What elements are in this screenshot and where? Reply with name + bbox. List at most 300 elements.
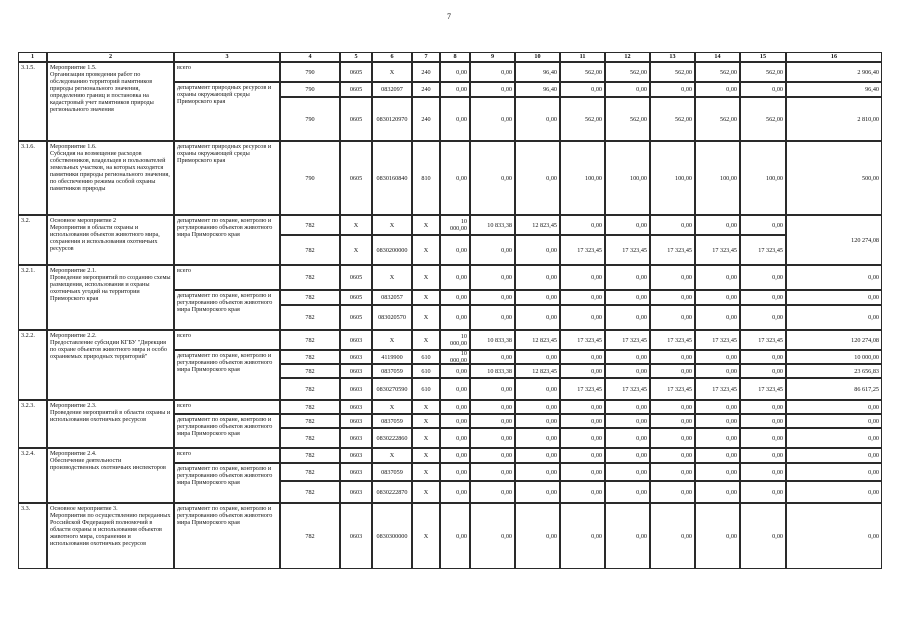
value-cell-c11: 0,00 [560, 305, 605, 330]
value-cell-c11: 100,00 [560, 141, 605, 215]
value-cell-c10: 12 823,45 [515, 364, 560, 378]
value-cell-c11: 0,00 [560, 82, 605, 97]
value-cell-c14: 0,00 [695, 503, 740, 569]
value-cell-c7: X [412, 330, 440, 350]
row-id: 3.2.2. [18, 330, 47, 400]
value-cell-c4: 782 [280, 364, 340, 378]
value-cell-c4: 782 [280, 428, 340, 448]
value-cell-c9: 0,00 [470, 82, 515, 97]
value-cell-c11: 0,00 [560, 290, 605, 305]
value-cell-c10: 0,00 [515, 235, 560, 265]
value-cell-c12: 0,00 [605, 448, 650, 463]
value-cell-c11: 0,00 [560, 364, 605, 378]
value-cell-c9: 0,00 [470, 428, 515, 448]
value-cell-c11: 0,00 [560, 414, 605, 428]
value-cell-c6: 0830300000 [372, 503, 412, 569]
executor-cell: всего [174, 330, 280, 350]
activity-name: Мероприятие 2.2. Предоставление субсидии КГБУ "Дирекция по охране объектов животного мира и особо охраняемых природных территорий" [47, 330, 174, 400]
row-id: 3.1.5. [18, 62, 47, 141]
column-header-10: 10 [515, 52, 560, 62]
value-cell-c4: 782 [280, 448, 340, 463]
value-cell-c5: 0603 [340, 414, 372, 428]
value-cell-c16: 0,00 [786, 305, 882, 330]
value-cell-c7: X [412, 305, 440, 330]
value-cell-c6: X [372, 448, 412, 463]
value-cell-c9: 10 833,38 [470, 215, 515, 235]
executor-cell: департамент по охране, контролю и регулированию объектов животного мира Приморского края [174, 215, 280, 265]
column-header-9: 9 [470, 52, 515, 62]
value-cell-c4: 782 [280, 463, 340, 481]
value-cell-c6: X [372, 215, 412, 235]
activity-name: Мероприятие 2.4. Обеспечение деятельности производственных охотничьих инспекторов [47, 448, 174, 503]
value-cell-c5: 0603 [340, 503, 372, 569]
value-cell-c6: X [372, 330, 412, 350]
value-cell-c5: X [340, 215, 372, 235]
executor-cell: департамент по охране, контролю и регулированию объектов животного мира Приморского края [174, 290, 280, 330]
value-cell-c16: 0,00 [786, 448, 882, 463]
value-cell-c15: 17 323,45 [740, 235, 786, 265]
value-cell-c16: 10 000,00 [786, 350, 882, 364]
value-cell-c5: 0603 [340, 481, 372, 503]
value-cell-c9: 0,00 [470, 463, 515, 481]
value-cell-c16: 120 274,08 [786, 330, 882, 350]
value-cell-c8: 0,00 [440, 97, 470, 141]
value-cell-c11: 562,00 [560, 97, 605, 141]
value-cell-c8: 0,00 [440, 141, 470, 215]
value-cell-c4: 782 [280, 350, 340, 364]
value-cell-c15: 0,00 [740, 481, 786, 503]
value-cell-c6: 0832057 [372, 290, 412, 305]
value-cell-c13: 0,00 [650, 364, 695, 378]
value-cell-c14: 0,00 [695, 290, 740, 305]
value-cell-c16: 0,00 [786, 414, 882, 428]
value-cell-c13: 17 323,45 [650, 330, 695, 350]
column-header-16: 16 [786, 52, 882, 62]
activity-name: Основное мероприятие 2 Мероприятия в области охраны и использования объектов животного мира, сохранения и использования охотничьих ресурсов [47, 215, 174, 265]
executor-cell: департамент по охране, контролю и регулированию объектов животного мира Приморского края [174, 503, 280, 569]
value-cell-c15: 0,00 [740, 463, 786, 481]
value-cell-c4: 782 [280, 378, 340, 400]
executor-cell: департамент по охране, контролю и регулированию объектов животного мира Приморского края [174, 463, 280, 503]
value-cell-c8: 0,00 [440, 364, 470, 378]
column-header-6: 6 [372, 52, 412, 62]
value-cell-c10: 0,00 [515, 265, 560, 290]
value-cell-c14: 0,00 [695, 350, 740, 364]
value-cell-c7: 610 [412, 378, 440, 400]
value-cell-c11: 0,00 [560, 265, 605, 290]
value-cell-c10: 0,00 [515, 503, 560, 569]
value-cell-c11: 0,00 [560, 400, 605, 414]
value-cell-c12: 0,00 [605, 305, 650, 330]
value-cell-c15: 17 323,45 [740, 378, 786, 400]
value-cell-c8: 0,00 [440, 448, 470, 463]
value-cell-c5: 0605 [340, 290, 372, 305]
value-cell-c16: 0,00 [786, 463, 882, 481]
value-cell-c4: 790 [280, 62, 340, 82]
value-cell-c14: 0,00 [695, 215, 740, 235]
activity-name: Основное мероприятие 3. Мероприятия по осуществлению переданных Российской Федерацией полномочий в области охраны и использования объектов животного мира, сохранения и использования охотничьих ресурсов [47, 503, 174, 569]
executor-cell: всего [174, 265, 280, 290]
column-header-12: 12 [605, 52, 650, 62]
value-cell-c4: 782 [280, 305, 340, 330]
value-cell-c14: 0,00 [695, 265, 740, 290]
value-cell-c8: 0,00 [440, 400, 470, 414]
column-header-13: 13 [650, 52, 695, 62]
value-cell-c8: 0,00 [440, 235, 470, 265]
value-cell-c4: 782 [280, 400, 340, 414]
value-cell-c10: 0,00 [515, 305, 560, 330]
value-cell-c11: 0,00 [560, 481, 605, 503]
value-cell-c11: 0,00 [560, 215, 605, 235]
value-cell-c11: 0,00 [560, 503, 605, 569]
column-header-7: 7 [412, 52, 440, 62]
value-cell-c16: 2 810,00 [786, 97, 882, 141]
value-cell-c14: 100,00 [695, 141, 740, 215]
value-cell-c12: 0,00 [605, 290, 650, 305]
value-cell-c4: 782 [280, 235, 340, 265]
value-cell-c6: X [372, 62, 412, 82]
value-cell-c9: 0,00 [470, 290, 515, 305]
value-cell-c11: 0,00 [560, 428, 605, 448]
value-cell-c7: X [412, 290, 440, 305]
value-cell-c8: 0,00 [440, 265, 470, 290]
value-cell-c8: 0,00 [440, 428, 470, 448]
value-cell-c5: 0603 [340, 330, 372, 350]
value-cell-c7: X [412, 481, 440, 503]
value-cell-c13: 0,00 [650, 215, 695, 235]
column-header-8: 8 [440, 52, 470, 62]
value-cell-c16: 0,00 [786, 400, 882, 414]
value-cell-c16: 0,00 [786, 428, 882, 448]
value-cell-c7: 240 [412, 62, 440, 82]
value-cell-c12: 0,00 [605, 481, 650, 503]
value-cell-c4: 782 [280, 503, 340, 569]
value-cell-c5: 0603 [340, 400, 372, 414]
value-cell-c14: 0,00 [695, 428, 740, 448]
value-cell-c6: 0830222860 [372, 428, 412, 448]
executor-cell: всего [174, 448, 280, 463]
value-cell-c10: 0,00 [515, 463, 560, 481]
value-cell-c10: 12 823,45 [515, 215, 560, 235]
value-cell-c9: 0,00 [470, 97, 515, 141]
value-cell-c9: 0,00 [470, 448, 515, 463]
value-cell-c9: 0,00 [470, 414, 515, 428]
value-cell-c14: 562,00 [695, 97, 740, 141]
row-id: 3.2.1. [18, 265, 47, 330]
value-cell-c7: X [412, 503, 440, 569]
value-cell-c12: 562,00 [605, 97, 650, 141]
value-cell-c15: 0,00 [740, 215, 786, 235]
value-cell-c6: 0837059 [372, 463, 412, 481]
value-cell-c8: 0,00 [440, 62, 470, 82]
value-cell-c14: 0,00 [695, 82, 740, 97]
value-cell-c9: 10 833,38 [470, 364, 515, 378]
value-cell-c16: 500,00 [786, 141, 882, 215]
column-header-1: 1 [18, 52, 47, 62]
value-cell-c13: 0,00 [650, 463, 695, 481]
value-cell-c12: 0,00 [605, 414, 650, 428]
value-cell-c9: 0,00 [470, 503, 515, 569]
value-cell-c9: 0,00 [470, 378, 515, 400]
row-id: 3.3. [18, 503, 47, 569]
value-cell-c11: 17 323,45 [560, 378, 605, 400]
value-cell-c14: 562,00 [695, 62, 740, 82]
column-header-11: 11 [560, 52, 605, 62]
executor-cell: всего [174, 400, 280, 414]
value-cell-c4: 790 [280, 82, 340, 97]
value-cell-c7: 240 [412, 97, 440, 141]
value-cell-c4: 782 [280, 265, 340, 290]
value-cell-c4: 782 [280, 290, 340, 305]
value-cell-c11: 17 323,45 [560, 235, 605, 265]
value-cell-c14: 0,00 [695, 463, 740, 481]
value-cell-c7: X [412, 265, 440, 290]
value-cell-c13: 562,00 [650, 62, 695, 82]
value-cell-c14: 0,00 [695, 481, 740, 503]
value-cell-c6: 0830270590 [372, 378, 412, 400]
value-cell-c5: 0603 [340, 463, 372, 481]
value-cell-c8: 10 000,00 [440, 330, 470, 350]
value-cell-c4: 790 [280, 97, 340, 141]
value-cell-c12: 0,00 [605, 364, 650, 378]
value-cell-c12: 0,00 [605, 350, 650, 364]
column-header-4: 4 [280, 52, 340, 62]
value-cell-c6: 0837059 [372, 364, 412, 378]
value-cell-c9: 0,00 [470, 141, 515, 215]
value-cell-c13: 0,00 [650, 350, 695, 364]
executor-cell: департамент природных ресурсов и охраны окружающей среды Приморского края [174, 141, 280, 215]
value-cell-c10: 0,00 [515, 97, 560, 141]
value-cell-c9: 0,00 [470, 481, 515, 503]
value-cell-c13: 0,00 [650, 414, 695, 428]
value-cell-c13: 0,00 [650, 290, 695, 305]
value-cell-c12: 0,00 [605, 82, 650, 97]
value-cell-c8: 0,00 [440, 414, 470, 428]
value-cell-c12: 17 323,45 [605, 378, 650, 400]
value-cell-c6: 0837059 [372, 414, 412, 428]
value-cell-c16: 23 656,83 [786, 364, 882, 378]
executor-cell: департамент природных ресурсов и охраны окружающей среды Приморского края [174, 82, 280, 141]
value-cell-c16: 0,00 [786, 290, 882, 305]
value-cell-c15: 0,00 [740, 400, 786, 414]
value-cell-c12: 0,00 [605, 428, 650, 448]
activity-name: Мероприятие 1.6. Субсидия на возмещение расходов собственников, владельцев и пользователей земельных участков, на которых находятся памятники природы регионального значения, по обеспечению режима особой охраны памятников природы [47, 141, 174, 215]
value-cell-c6: 083020570 [372, 305, 412, 330]
value-cell-c15: 0,00 [740, 350, 786, 364]
value-cell-c11: 562,00 [560, 62, 605, 82]
value-cell-c12: 0,00 [605, 463, 650, 481]
value-cell-c16: 0,00 [786, 503, 882, 569]
value-cell-c7: 610 [412, 364, 440, 378]
value-cell-c5: 0605 [340, 305, 372, 330]
executor-cell: департамент по охране, контролю и регулированию объектов животного мира Приморского края [174, 414, 280, 448]
value-cell-c9: 10 833,38 [470, 330, 515, 350]
value-cell-c13: 17 323,45 [650, 378, 695, 400]
value-cell-c6: 0830120970 [372, 97, 412, 141]
value-cell-c5: 0603 [340, 428, 372, 448]
value-cell-c9: 0,00 [470, 350, 515, 364]
value-cell-c7: 240 [412, 82, 440, 97]
value-cell-c15: 0,00 [740, 414, 786, 428]
value-cell-c10: 0,00 [515, 378, 560, 400]
row-id: 3.2.3. [18, 400, 47, 448]
value-cell-c10: 96,40 [515, 82, 560, 97]
value-cell-c7: X [412, 414, 440, 428]
value-cell-c7: X [412, 400, 440, 414]
value-cell-c9: 0,00 [470, 62, 515, 82]
column-header-2: 2 [47, 52, 174, 62]
value-cell-c9: 0,00 [470, 235, 515, 265]
value-cell-c9: 0,00 [470, 265, 515, 290]
value-cell-c8: 0,00 [440, 305, 470, 330]
value-cell-c7: X [412, 463, 440, 481]
value-cell-c16: 2 906,40 [786, 62, 882, 82]
value-cell-c12: 0,00 [605, 503, 650, 569]
value-cell-c10: 0,00 [515, 414, 560, 428]
value-cell-c12: 17 323,45 [605, 330, 650, 350]
value-cell-c13: 0,00 [650, 481, 695, 503]
value-cell-c4: 790 [280, 141, 340, 215]
value-cell-c5: 0605 [340, 141, 372, 215]
value-cell-c16: 86 617,25 [786, 378, 882, 400]
value-cell-c10: 0,00 [515, 400, 560, 414]
value-cell-c12: 0,00 [605, 400, 650, 414]
value-cell-c12: 562,00 [605, 62, 650, 82]
value-cell-c10: 0,00 [515, 428, 560, 448]
value-cell-c7: 610 [412, 350, 440, 364]
value-cell-c11: 0,00 [560, 350, 605, 364]
value-cell-c15: 562,00 [740, 62, 786, 82]
value-cell-c13: 0,00 [650, 82, 695, 97]
column-header-15: 15 [740, 52, 786, 62]
row-id: 3.2. [18, 215, 47, 265]
total-cell: 120 274,08 [786, 215, 882, 265]
value-cell-c15: 17 323,45 [740, 330, 786, 350]
value-cell-c16: 0,00 [786, 265, 882, 290]
value-cell-c5: 0603 [340, 350, 372, 364]
value-cell-c13: 0,00 [650, 503, 695, 569]
value-cell-c14: 17 323,45 [695, 235, 740, 265]
value-cell-c13: 0,00 [650, 305, 695, 330]
value-cell-c16: 96,40 [786, 82, 882, 97]
value-cell-c11: 0,00 [560, 448, 605, 463]
value-cell-c11: 0,00 [560, 463, 605, 481]
value-cell-c8: 0,00 [440, 378, 470, 400]
value-cell-c11: 17 323,45 [560, 330, 605, 350]
value-cell-c13: 17 323,45 [650, 235, 695, 265]
value-cell-c15: 0,00 [740, 503, 786, 569]
value-cell-c8: 0,00 [440, 503, 470, 569]
value-cell-c9: 0,00 [470, 305, 515, 330]
value-cell-c6: 0830222870 [372, 481, 412, 503]
value-cell-c12: 17 323,45 [605, 235, 650, 265]
value-cell-c14: 0,00 [695, 305, 740, 330]
value-cell-c10: 0,00 [515, 290, 560, 305]
value-cell-c16: 0,00 [786, 481, 882, 503]
activity-name: Мероприятие 1.5. Организация проведения работ по обследованию территорий памятников природы регионального значения, определению границ и постановка на кадастровый учет памятников природы регионального значения [47, 62, 174, 141]
value-cell-c4: 782 [280, 330, 340, 350]
value-cell-c15: 562,00 [740, 97, 786, 141]
value-cell-c8: 0,00 [440, 463, 470, 481]
value-cell-c10: 0,00 [515, 350, 560, 364]
page-number: 7 [447, 12, 451, 21]
value-cell-c4: 782 [280, 414, 340, 428]
value-cell-c6: 0832097 [372, 82, 412, 97]
value-cell-c13: 562,00 [650, 97, 695, 141]
value-cell-c8: 0,00 [440, 290, 470, 305]
value-cell-c15: 100,00 [740, 141, 786, 215]
value-cell-c6: X [372, 265, 412, 290]
value-cell-c14: 17 323,45 [695, 378, 740, 400]
value-cell-c14: 0,00 [695, 414, 740, 428]
value-cell-c15: 0,00 [740, 305, 786, 330]
activity-name: Мероприятие 2.3. Проведение мероприятий в области охраны и использования охотничьих ресурсов [47, 400, 174, 448]
value-cell-c15: 0,00 [740, 290, 786, 305]
value-cell-c14: 0,00 [695, 364, 740, 378]
value-cell-c12: 0,00 [605, 265, 650, 290]
value-cell-c4: 782 [280, 481, 340, 503]
value-cell-c10: 12 823,45 [515, 330, 560, 350]
value-cell-c5: 0603 [340, 448, 372, 463]
value-cell-c8: 0,00 [440, 481, 470, 503]
value-cell-c13: 0,00 [650, 448, 695, 463]
executor-cell: всего [174, 62, 280, 82]
row-id: 3.1.6. [18, 141, 47, 215]
executor-cell: департамент по охране, контролю и регулированию объектов животного мира Приморского края [174, 350, 280, 400]
value-cell-c10: 0,00 [515, 448, 560, 463]
value-cell-c15: 0,00 [740, 448, 786, 463]
value-cell-c7: X [412, 215, 440, 235]
row-id: 3.2.4. [18, 448, 47, 503]
value-cell-c10: 0,00 [515, 481, 560, 503]
value-cell-c5: X [340, 235, 372, 265]
value-cell-c15: 0,00 [740, 364, 786, 378]
value-cell-c7: 810 [412, 141, 440, 215]
value-cell-c5: 0605 [340, 265, 372, 290]
activity-name: Мероприятие 2.1. Проведение мероприятий по созданию схемы размещения, использования и охраны охотничьих угодий на территории Приморского края [47, 265, 174, 330]
value-cell-c12: 100,00 [605, 141, 650, 215]
value-cell-c7: X [412, 428, 440, 448]
value-cell-c6: 4119900 [372, 350, 412, 364]
value-cell-c13: 100,00 [650, 141, 695, 215]
value-cell-c13: 0,00 [650, 428, 695, 448]
value-cell-c5: 0605 [340, 62, 372, 82]
value-cell-c8: 10 000,00 [440, 350, 470, 364]
value-cell-c15: 0,00 [740, 265, 786, 290]
value-cell-c6: 0830200000 [372, 235, 412, 265]
column-header-5: 5 [340, 52, 372, 62]
value-cell-c10: 96,40 [515, 62, 560, 82]
value-cell-c6: X [372, 400, 412, 414]
column-header-3: 3 [174, 52, 280, 62]
value-cell-c10: 0,00 [515, 141, 560, 215]
value-cell-c5: 0605 [340, 97, 372, 141]
value-cell-c12: 0,00 [605, 215, 650, 235]
value-cell-c5: 0603 [340, 378, 372, 400]
value-cell-c13: 0,00 [650, 265, 695, 290]
value-cell-c9: 0,00 [470, 400, 515, 414]
value-cell-c13: 0,00 [650, 400, 695, 414]
value-cell-c14: 0,00 [695, 400, 740, 414]
value-cell-c6: 0830160840 [372, 141, 412, 215]
value-cell-c15: 0,00 [740, 428, 786, 448]
value-cell-c8: 0,00 [440, 82, 470, 97]
value-cell-c5: 0603 [340, 364, 372, 378]
value-cell-c7: X [412, 448, 440, 463]
value-cell-c8: 10 000,00 [440, 215, 470, 235]
value-cell-c5: 0605 [340, 82, 372, 97]
value-cell-c15: 0,00 [740, 82, 786, 97]
